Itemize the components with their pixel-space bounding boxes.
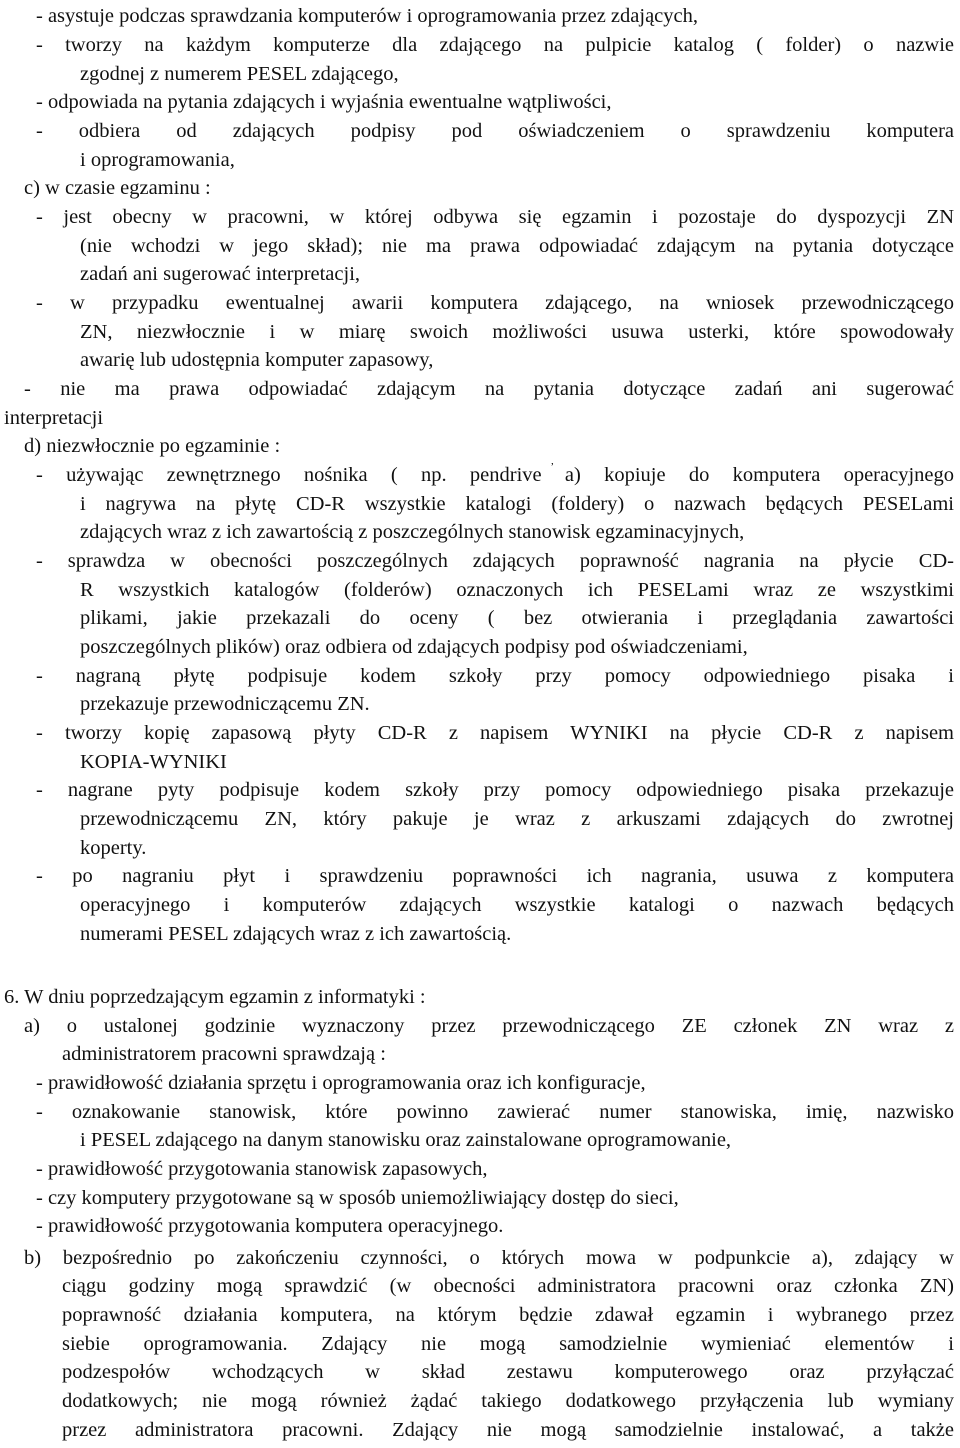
text-line: KOPIA-WYNIKI (80, 751, 227, 773)
text-line: d) niezwłocznie po egzaminie : (24, 435, 281, 457)
text-line: - nagraną płytę podpisuje kodem szkoły przy pomocy odpowiedniego pisaka i (36, 665, 954, 687)
text-line: a) o ustalonej godzinie wyznaczony przez przewodniczącego ZE członek ZN wraz z (24, 1015, 954, 1037)
text-line: siebie oprogramowania. Zdający nie mogą samodzielnie wymieniać elementów i (62, 1333, 954, 1355)
text-line: - prawidłowość przygotowania komputera operacyjnego. (36, 1215, 504, 1237)
text-line: - w przypadku ewentualnej awarii komputera zdającego, na wniosek przewodniczącego (36, 292, 954, 314)
text-line: 6. W dniu poprzedzającym egzamin z informatyki : (4, 986, 426, 1008)
text-line: - nagrane pyty podpisuje kodem szkoły przy pomocy odpowiedniego pisaka przekazuje (36, 779, 954, 801)
text-line: koperty. (80, 837, 147, 859)
text-line: - odbiera od zdających podpisy pod oświadczeniem o sprawdzeniu komputera (36, 120, 954, 142)
text-line: - odpowiada na pytania zdających i wyjaśnia ewentualne wątpliwości, (36, 91, 612, 113)
text-line: dodatkowych; nie mogą również żądać takiego dodatkowego przyłączenia lub wymiany (62, 1390, 954, 1412)
text-line: i nagrywa na płytę CD-R wszystkie katalogi (foldery) o nazwach będących PESELami (80, 493, 954, 515)
text-line: przewodniczącemu ZN, który pakuje je wraz z arkuszami zdających do zwrotnej (80, 808, 954, 830)
text-line: administratorem pracowni sprawdzają : (62, 1043, 386, 1065)
text-line: zgodnej z numerem PESEL zdającego, (80, 63, 399, 85)
text-line: podzespołów wchodzących w skład zestawu komputerowego oraz przyłączać (62, 1361, 954, 1383)
text-line: - asystuje podczas sprawdzania komputerów i oprogramowania przez zdających, (36, 5, 698, 27)
text-line: i PESEL zdającego na danym stanowisku oraz zainstalowane oprogramowanie, (80, 1129, 732, 1151)
text-line: - tworzy kopię zapasową płyty CD-R z napisem WYNIKI na płycie CD-R z napisem (36, 722, 954, 744)
text-line: - tworzy na każdym komputerze dla zdającego na pulpicie katalog ( folder) o nazwie (36, 34, 954, 56)
text-line: zadań ani sugerować interpretacji, (80, 263, 361, 285)
text-line: - jest obecny w pracowni, w której odbywa się egzamin i pozostaje do dyspozycji ZN (36, 206, 954, 228)
text-line: przez administratora pracowni. Zdający nie mogą samodzielnie instalować, a także (62, 1419, 954, 1441)
text-line: operacyjnego i komputerów zdających wszystkie katalogi o nazwach będących (80, 894, 954, 916)
text-line: poprawność działania komputera, na którym będzie zdawał egzamin i wybranego przez (62, 1304, 954, 1326)
text-line: i oprogramowania, (80, 149, 235, 171)
text-line: - po nagraniu płyt i sprawdzeniu poprawności ich nagrania, usuwa z komputera (36, 865, 954, 887)
text-line: - prawidłowość przygotowania stanowisk zapasowych, (36, 1158, 488, 1180)
text-line: - używając zewnętrznego nośnika ( np. pendrive a) kopiuje do komputera operacyjnego (36, 464, 954, 486)
text-line: (nie wchodzi w jego skład); nie ma prawa odpowiadać zdającym na pytania dotyczące (80, 235, 954, 257)
text-line: c) w czasie egzaminu : (24, 177, 211, 199)
text-line: - oznakowanie stanowisk, które powinno zawierać numer stanowiska, imię, nazwisko (36, 1101, 954, 1123)
text-line: - czy komputery przygotowane są w sposób uniemożliwiający dostęp do sieci, (36, 1187, 679, 1209)
superscript-comma: , (551, 455, 554, 467)
text-line: R wszystkich katalogów (folderów) oznaczonych ich PESELami wraz ze wszystkimi (80, 579, 954, 601)
text-line: plikami, jakie przekazali do oceny ( bez otwierania i przeglądania zawartości (80, 607, 954, 629)
text-line: - prawidłowość działania sprzętu i oprogramowania oraz ich konfiguracje, (36, 1072, 646, 1094)
text-line: numerami PESEL zdających wraz z ich zawartością. (80, 923, 512, 945)
text-line: - sprawdza w obecności poszczególnych zdających poprawność nagrania na płycie CD- (36, 550, 954, 572)
text-line: ZN, niezwłocznie i w miarę swoich możliwości usuwa usterki, które spowodowały (80, 321, 954, 343)
text-line: b) bezpośrednio po zakończeniu czynności, o których mowa w podpunkcie a), zdający w (24, 1247, 954, 1269)
text-line: awarię lub udostępnia komputer zapasowy, (80, 349, 434, 371)
text-line: poszczególnych plików) oraz odbiera od zdających podpisy pod oświadczeniami, (80, 636, 748, 658)
text-line: zdających wraz z ich zawartością z poszczególnych stanowisk egzaminacyjnych, (80, 521, 745, 543)
text-line: ciągu godziny mogą sprawdzić (w obecności administratora pracowni oraz członka ZN) (62, 1275, 954, 1297)
text-line: przekazuje przewodniczącemu ZN. (80, 693, 370, 715)
text-line: interpretacji (4, 407, 104, 429)
text-line: - nie ma prawa odpowiadać zdającym na pytania dotyczące zadań ani sugerować (24, 378, 954, 400)
